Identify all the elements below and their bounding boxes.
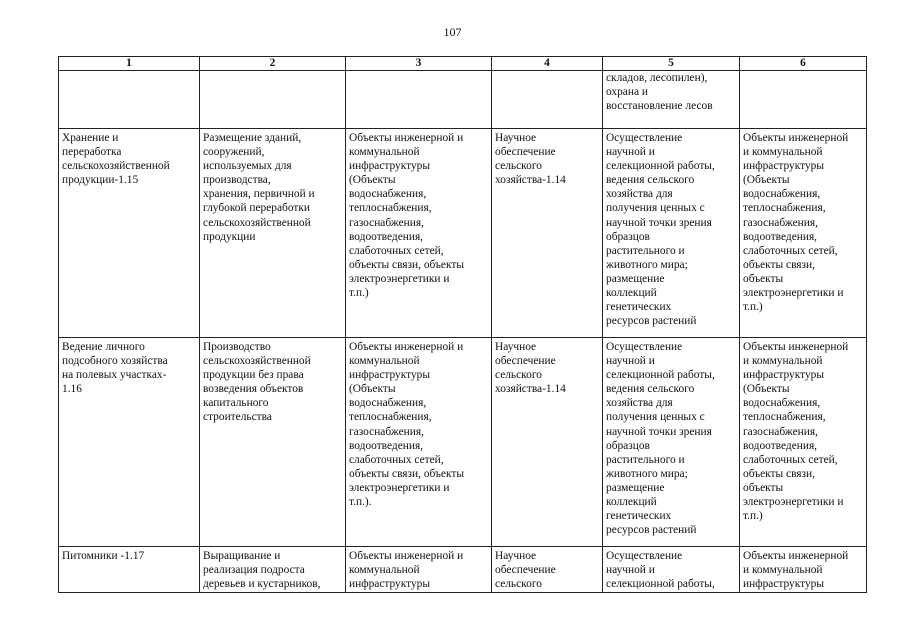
cell-text: Объекты инженерной и коммунальной инфраструктуры (Объекты водоснабжения, теплоснабжения, газоснабжения, водоотведения, слаботочных сетей, объекты связи, объекты электроэнергетики и т.п.) (743, 132, 849, 314)
table-cell (200, 129, 346, 338)
cell-text: Осуществление научной и селекционной работы, ведения сельского хозяйства для получения ценных с научной точки зрения образцов растительного и животного мира; размещение коллекций генетических ресурсов растений (606, 132, 715, 328)
column-header: 2 (200, 57, 346, 71)
table-cell (59, 129, 200, 338)
page-number: 107 (443, 25, 462, 39)
table-cell (492, 129, 603, 338)
cell-text: Хранение и переработка сельскохозяйственной продукции-1.15 (62, 132, 170, 187)
table-cell (603, 338, 740, 547)
column-header: 5 (603, 57, 740, 71)
table-cell (603, 547, 740, 593)
cell-text: Объекты инженерной и коммунальной инфраструктуры (Объекты водоснабжения, теплоснабжения, газоснабжения, водоотведения, слаботочных сетей, объекты связи, объекты электроэнергетики и т.п.) (349, 132, 464, 300)
table-cell (492, 71, 603, 129)
table-header-row (59, 57, 867, 71)
cell-text: Научное обеспечение сельского (495, 550, 556, 591)
table-cell (740, 338, 867, 547)
table-cell (59, 338, 200, 547)
cell-text: Выращивание и реализация подроста деревьев и кустарников, (203, 550, 321, 591)
table-cell (59, 71, 200, 129)
table-row (59, 547, 867, 593)
table-cell (200, 547, 346, 593)
cell-text: Ведение личного подсобного хозяйства на полевых участках- 1.16 (62, 341, 168, 396)
cell-text: Размещение зданий, сооружений, используемых для производства, хранения, первичной и глубокой переработки сельскохозяйственной продукции (203, 132, 315, 243)
table-cell (740, 71, 867, 129)
table-row (59, 338, 867, 547)
table-cell (492, 547, 603, 593)
cell-text: Объекты инженерной и коммунальной инфраструктуры (Объекты водоснабжения, теплоснабжения, газоснабжения, водоотведения, слаботочных сетей, объекты связи, объекты электроэнергетики и т.п.) (743, 341, 849, 523)
table-cell (59, 547, 200, 593)
table-cell (492, 338, 603, 547)
land-use-table (58, 56, 867, 593)
table-cell (346, 71, 492, 129)
cell-text: Объекты инженерной и коммунальной инфраструктуры (349, 550, 464, 591)
table-cell (603, 129, 740, 338)
cell-text: Научное обеспечение сельского хозяйства-1.14 (495, 132, 566, 187)
cell-text: Объекты инженерной и коммунальной инфраструктуры (743, 550, 849, 591)
table-cell (346, 129, 492, 338)
cell-text: Осуществление научной и селекционной работы, ведения сельского хозяйства для получения ценных с научной точки зрения образцов растительного и животного мира; размещение коллекций генетических ресурсов растений (606, 341, 715, 537)
cell-text: Питомники -1.17 (62, 550, 145, 562)
column-header: 6 (740, 57, 867, 71)
table-row (59, 129, 867, 338)
table-cell (740, 547, 867, 593)
table-cell (346, 338, 492, 547)
column-header: 3 (346, 57, 492, 71)
column-header: 4 (492, 57, 603, 71)
cell-text: Научное обеспечение сельского хозяйства-1.14 (495, 341, 566, 396)
cell-text: Производство сельскохозяйственной продукции без права возведения объектов капитального строительства (203, 341, 311, 424)
table-cell (346, 547, 492, 593)
table-cell (740, 129, 867, 338)
table-cell (200, 338, 346, 547)
column-header: 1 (59, 57, 200, 71)
table-row (59, 71, 867, 129)
table-cell (200, 71, 346, 129)
cell-text: складов, лесопилен), охрана и восстановление лесов (606, 72, 713, 113)
table-cell (603, 71, 740, 129)
cell-text: Осуществление научной и селекционной работы, (606, 550, 715, 591)
cell-text: Объекты инженерной и коммунальной инфраструктуры (Объекты водоснабжения, теплоснабжения, газоснабжения, водоотведения, слаботочных сетей, объекты связи, объекты электроэнергетики и т.п.). (349, 341, 464, 509)
